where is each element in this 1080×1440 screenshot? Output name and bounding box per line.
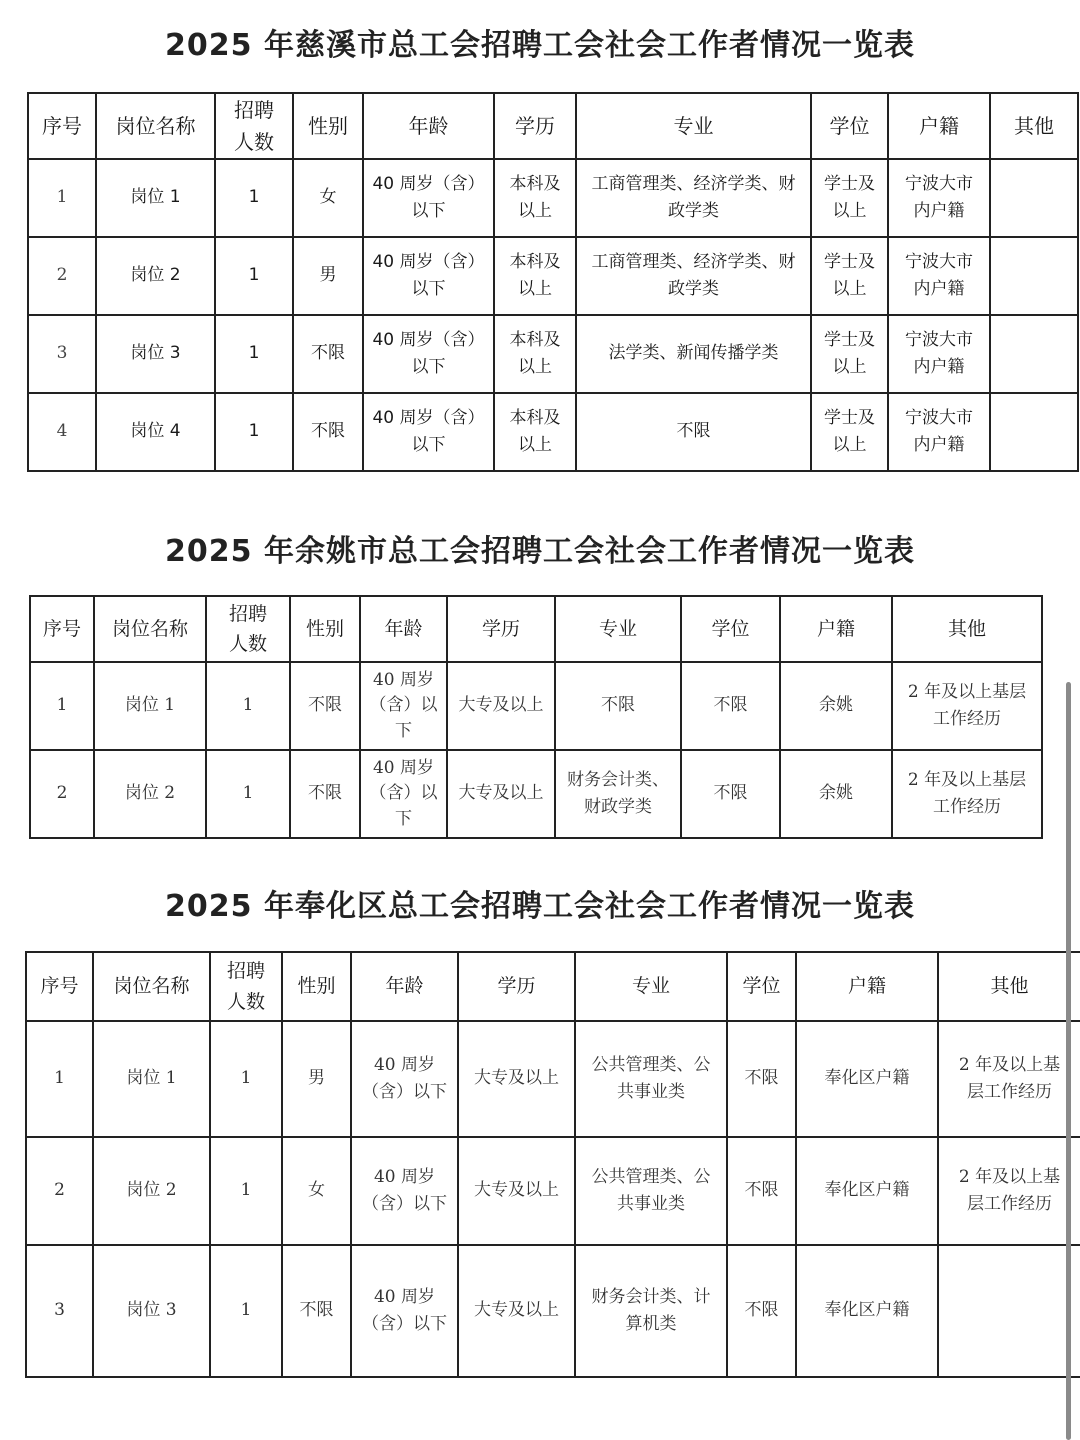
cell-edu: 本科及 以上 xyxy=(494,159,576,237)
table-row xyxy=(26,1137,1080,1245)
cell-hukou: 奉化区户籍 xyxy=(796,1021,938,1137)
cell-age: 40 周岁（含） 以下 xyxy=(363,237,494,315)
cell-degree: 不限 xyxy=(727,1137,796,1245)
cell-hukou: 宁波大市 内户籍 xyxy=(888,393,990,471)
cell-other: 2 年及以上基 层工作经历 xyxy=(938,1021,1080,1137)
cell-gender: 女 xyxy=(293,159,363,237)
cell-degree: 不限 xyxy=(681,662,780,750)
header-edu: 学历 xyxy=(458,952,575,1021)
cell-age: 40 周岁（含） 以下 xyxy=(363,159,494,237)
cell-gender: 男 xyxy=(282,1021,351,1137)
header-post: 岗位名称 xyxy=(93,952,210,1021)
header-count: 招聘 人数 xyxy=(215,93,293,159)
header-major: 专业 xyxy=(576,93,811,159)
fenghua-table-title: 2025 年奉化区总工会招聘工会社会工作者情况一览表 xyxy=(165,889,915,924)
cell-hukou: 余姚 xyxy=(780,750,892,838)
header-seq: 序号 xyxy=(26,952,93,1021)
header-major: 专业 xyxy=(555,596,681,662)
yuyao-table xyxy=(29,595,1043,839)
header-other: 其他 xyxy=(892,596,1042,662)
cell-edu: 本科及 以上 xyxy=(494,315,576,393)
header-hukou: 户籍 xyxy=(796,952,938,1021)
cell-count: 1 xyxy=(215,315,293,393)
header-edu: 学历 xyxy=(447,596,555,662)
cell-major: 工商管理类、经济学类、财 政学类 xyxy=(576,159,811,237)
cell-age: 40 周岁 （含）以 下 xyxy=(360,750,447,838)
cell-edu: 大专及以上 xyxy=(458,1021,575,1137)
cell-gender: 不限 xyxy=(282,1245,351,1377)
header-hukou: 户籍 xyxy=(780,596,892,662)
cell-other xyxy=(938,1245,1080,1377)
cell-major: 不限 xyxy=(576,393,811,471)
table-row xyxy=(28,393,1078,471)
cell-other: 2 年及以上基 层工作经历 xyxy=(938,1137,1080,1245)
cell-age: 40 周岁（含） 以下 xyxy=(363,315,494,393)
cell-post: 岗位 1 xyxy=(94,662,206,750)
cell-post: 岗位 1 xyxy=(96,159,215,237)
cell-count: 1 xyxy=(210,1137,282,1245)
cell-count: 1 xyxy=(215,237,293,315)
cell-seq: 1 xyxy=(26,1021,93,1137)
cell-major: 不限 xyxy=(555,662,681,750)
table-row xyxy=(30,750,1042,838)
table-row xyxy=(26,1021,1080,1137)
header-count: 招聘 人数 xyxy=(206,596,290,662)
cixi-header-row xyxy=(28,93,1078,159)
cell-gender: 不限 xyxy=(290,750,360,838)
cell-gender: 不限 xyxy=(293,315,363,393)
cell-degree: 学士及 以上 xyxy=(811,393,888,471)
cell-edu: 大专及以上 xyxy=(458,1137,575,1245)
cell-major: 财务会计类、计 算机类 xyxy=(575,1245,727,1377)
cell-edu: 本科及 以上 xyxy=(494,237,576,315)
header-other: 其他 xyxy=(938,952,1080,1021)
cell-post: 岗位 4 xyxy=(96,393,215,471)
cell-count: 1 xyxy=(210,1245,282,1377)
header-seq: 序号 xyxy=(28,93,96,159)
header-seq: 序号 xyxy=(30,596,94,662)
cell-degree: 学士及 以上 xyxy=(811,237,888,315)
cell-gender: 男 xyxy=(293,237,363,315)
cell-degree: 学士及 以上 xyxy=(811,315,888,393)
cell-hukou: 宁波大市 内户籍 xyxy=(888,159,990,237)
header-edu: 学历 xyxy=(494,93,576,159)
table-row xyxy=(28,159,1078,237)
cell-edu: 本科及 以上 xyxy=(494,393,576,471)
cell-count: 1 xyxy=(215,393,293,471)
cell-other: 2 年及以上基层 工作经历 xyxy=(892,662,1042,750)
cell-post: 岗位 1 xyxy=(93,1021,210,1137)
cell-major: 财务会计类、 财政学类 xyxy=(555,750,681,838)
header-gender: 性别 xyxy=(290,596,360,662)
fenghua-header-row xyxy=(26,952,1080,1021)
cell-degree: 不限 xyxy=(727,1021,796,1137)
table-row xyxy=(28,315,1078,393)
cell-post: 岗位 2 xyxy=(94,750,206,838)
header-major: 专业 xyxy=(575,952,727,1021)
header-age: 年龄 xyxy=(351,952,458,1021)
cell-post: 岗位 3 xyxy=(96,315,215,393)
cell-gender: 不限 xyxy=(293,393,363,471)
cell-major: 法学类、新闻传播学类 xyxy=(576,315,811,393)
table-row xyxy=(30,662,1042,750)
header-degree: 学位 xyxy=(681,596,780,662)
cell-major: 公共管理类、公 共事业类 xyxy=(575,1137,727,1245)
cell-post: 岗位 2 xyxy=(96,237,215,315)
header-age: 年龄 xyxy=(360,596,447,662)
vertical-scrollbar[interactable] xyxy=(1066,682,1071,1440)
cell-age: 40 周岁 （含）以下 xyxy=(351,1245,458,1377)
cell-seq: 2 xyxy=(28,237,96,315)
cixi-table-title: 2025 年慈溪市总工会招聘工会社会工作者情况一览表 xyxy=(165,28,915,63)
cell-hukou: 奉化区户籍 xyxy=(796,1137,938,1245)
cell-count: 1 xyxy=(215,159,293,237)
cell-other xyxy=(990,393,1078,471)
cell-age: 40 周岁（含） 以下 xyxy=(363,393,494,471)
cell-major: 公共管理类、公 共事业类 xyxy=(575,1021,727,1137)
header-other: 其他 xyxy=(990,93,1078,159)
cell-degree: 不限 xyxy=(727,1245,796,1377)
cell-age: 40 周岁 （含）以下 xyxy=(351,1137,458,1245)
yuyao-table-title: 2025 年余姚市总工会招聘工会社会工作者情况一览表 xyxy=(165,534,915,569)
header-post: 岗位名称 xyxy=(96,93,215,159)
cell-edu: 大专及以上 xyxy=(447,750,555,838)
table-row xyxy=(26,1245,1080,1377)
cell-seq: 3 xyxy=(26,1245,93,1377)
cell-gender: 不限 xyxy=(290,662,360,750)
cell-seq: 3 xyxy=(28,315,96,393)
cell-degree: 不限 xyxy=(681,750,780,838)
header-degree: 学位 xyxy=(727,952,796,1021)
cell-count: 1 xyxy=(206,750,290,838)
header-age: 年龄 xyxy=(363,93,494,159)
cell-other: 2 年及以上基层 工作经历 xyxy=(892,750,1042,838)
header-post: 岗位名称 xyxy=(94,596,206,662)
cixi-table xyxy=(27,92,1079,472)
cell-edu: 大专及以上 xyxy=(447,662,555,750)
cell-hukou: 宁波大市 内户籍 xyxy=(888,237,990,315)
cell-gender: 女 xyxy=(282,1137,351,1245)
cell-seq: 4 xyxy=(28,393,96,471)
cell-count: 1 xyxy=(210,1021,282,1137)
header-hukou: 户籍 xyxy=(888,93,990,159)
fenghua-table xyxy=(25,951,1080,1378)
header-gender: 性别 xyxy=(282,952,351,1021)
cell-hukou: 余姚 xyxy=(780,662,892,750)
cell-hukou: 奉化区户籍 xyxy=(796,1245,938,1377)
header-gender: 性别 xyxy=(293,93,363,159)
cell-seq: 1 xyxy=(28,159,96,237)
cell-seq: 2 xyxy=(26,1137,93,1245)
cell-seq: 2 xyxy=(30,750,94,838)
cell-degree: 学士及 以上 xyxy=(811,159,888,237)
cell-age: 40 周岁 （含）以 下 xyxy=(360,662,447,750)
cell-post: 岗位 3 xyxy=(93,1245,210,1377)
cell-other xyxy=(990,315,1078,393)
table-row xyxy=(28,237,1078,315)
cell-major: 工商管理类、经济学类、财 政学类 xyxy=(576,237,811,315)
yuyao-header-row xyxy=(30,596,1042,662)
cell-age: 40 周岁 （含）以下 xyxy=(351,1021,458,1137)
cell-other xyxy=(990,237,1078,315)
cell-post: 岗位 2 xyxy=(93,1137,210,1245)
cell-edu: 大专及以上 xyxy=(458,1245,575,1377)
cell-count: 1 xyxy=(206,662,290,750)
header-count: 招聘 人数 xyxy=(210,952,282,1021)
cell-seq: 1 xyxy=(30,662,94,750)
cell-other xyxy=(990,159,1078,237)
cell-hukou: 宁波大市 内户籍 xyxy=(888,315,990,393)
header-degree: 学位 xyxy=(811,93,888,159)
